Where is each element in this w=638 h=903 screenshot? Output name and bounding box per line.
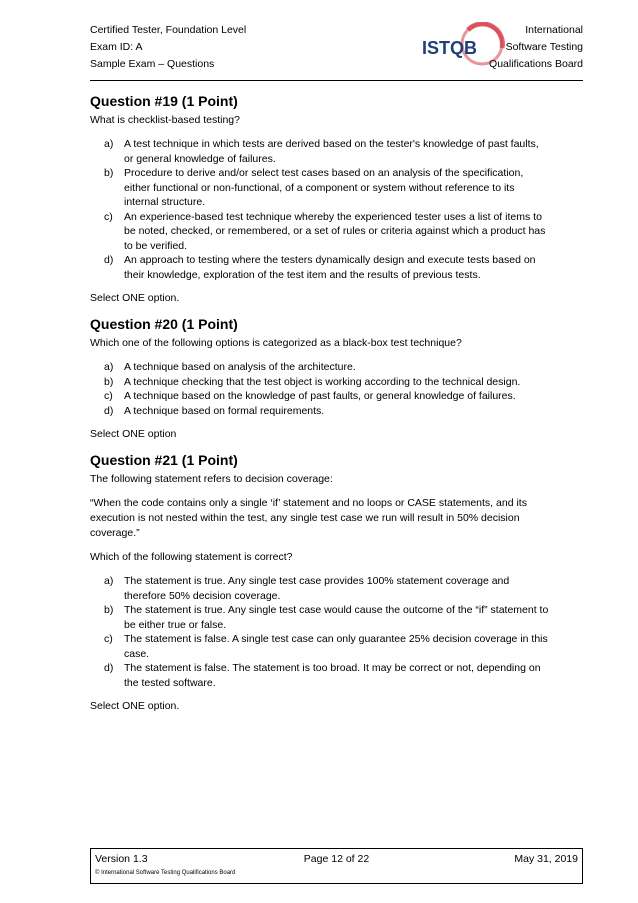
header-org-line2: Software Testing	[505, 41, 583, 53]
option-b: b) Procedure to derive and/or select test cases based on an analysis of the specification, either functional or non-functional, of a component or system without reference to its internal structure.	[104, 167, 524, 208]
option-list	[90, 574, 583, 690]
question-prompt: The following statement refers to decision coverage:	[90, 473, 333, 485]
question-instruction: Select ONE option.	[90, 700, 180, 712]
question-title: Question #21 (1 Point)	[90, 452, 238, 468]
page-content	[90, 92, 583, 723]
footer-page-number: Page 12 of 22	[303, 853, 370, 865]
option-list	[90, 137, 583, 282]
option-a: a) A test technique in which tests are derived based on the tester's knowledge of past faults, or general knowledge of failures.	[104, 138, 539, 165]
header-title: Certified Tester, Foundation Level	[90, 24, 247, 36]
question-ask: Which of the following statement is correct?	[90, 551, 293, 563]
question-quote: “When the code contains only a single ‘if’ statement and no loops or CASE statements, and its execution is not nested within the test, any single test case we run will result in 50% decision coverage.”	[90, 497, 527, 539]
option-d: d) An approach to testing where the testers dynamically design and execute tests based on their knowledge, exploration of the test item and the results of previous tests.	[104, 254, 536, 281]
header-divider	[90, 80, 583, 81]
question-19	[90, 92, 583, 306]
option-d: d) A technique based on formal requirements.	[104, 404, 325, 417]
option-list	[90, 360, 583, 418]
header-org-line1: International	[525, 24, 583, 36]
page-footer	[90, 848, 583, 884]
question-prompt: What is checklist-based testing?	[90, 114, 240, 126]
question-instruction: Select ONE option.	[90, 292, 180, 304]
footer-version: Version 1.3	[95, 853, 148, 865]
question-21	[90, 451, 583, 714]
option-a: a) The statement is true. Any single test case provides 100% statement coverage and therefore 50% decision coverage.	[104, 575, 510, 602]
header-right	[489, 22, 583, 73]
header-exam-id: Exam ID: A	[90, 41, 143, 53]
question-20	[90, 315, 583, 442]
page-header	[90, 22, 583, 78]
option-b: b) The statement is true. Any single test case would cause the outcome of the “if” statement to be either true or false.	[104, 604, 549, 631]
option-a: a) A technique based on analysis of the architecture.	[104, 361, 356, 373]
header-org-line3: Qualifications Board	[489, 58, 583, 70]
question-title: Question #20 (1 Point)	[90, 316, 238, 332]
header-left	[90, 22, 246, 73]
header-subtitle: Sample Exam – Questions	[90, 58, 215, 70]
footer-copyright: © International Software Testing Qualifications Board	[95, 870, 236, 876]
footer-date: May 31, 2019	[514, 853, 578, 865]
option-c: c) A technique based on the knowledge of past faults, or general knowledge of failures.	[104, 390, 516, 402]
option-c: c) The statement is false. A single test case can only guarantee 25% decision coverage in this case.	[104, 633, 548, 660]
logo-text: ISTQB	[422, 38, 478, 58]
question-title: Question #19 (1 Point)	[90, 93, 238, 109]
option-d: d) The statement is false. The statement is too broad. It may be correct or not, depending on the tested software.	[104, 662, 541, 689]
footer-row	[91, 853, 582, 868]
option-b: b) A technique checking that the test object is working according to the technical design.	[104, 375, 521, 388]
option-c: c) An experience-based test technique whereby the experienced tester uses a list of items to be noted, checked, or remembered, or a set of rules or criteria against which a product has to be verified.	[104, 210, 546, 252]
question-instruction: Select ONE option	[90, 428, 177, 440]
question-prompt: Which one of the following options is categorized as a black-box test technique?	[90, 337, 462, 349]
